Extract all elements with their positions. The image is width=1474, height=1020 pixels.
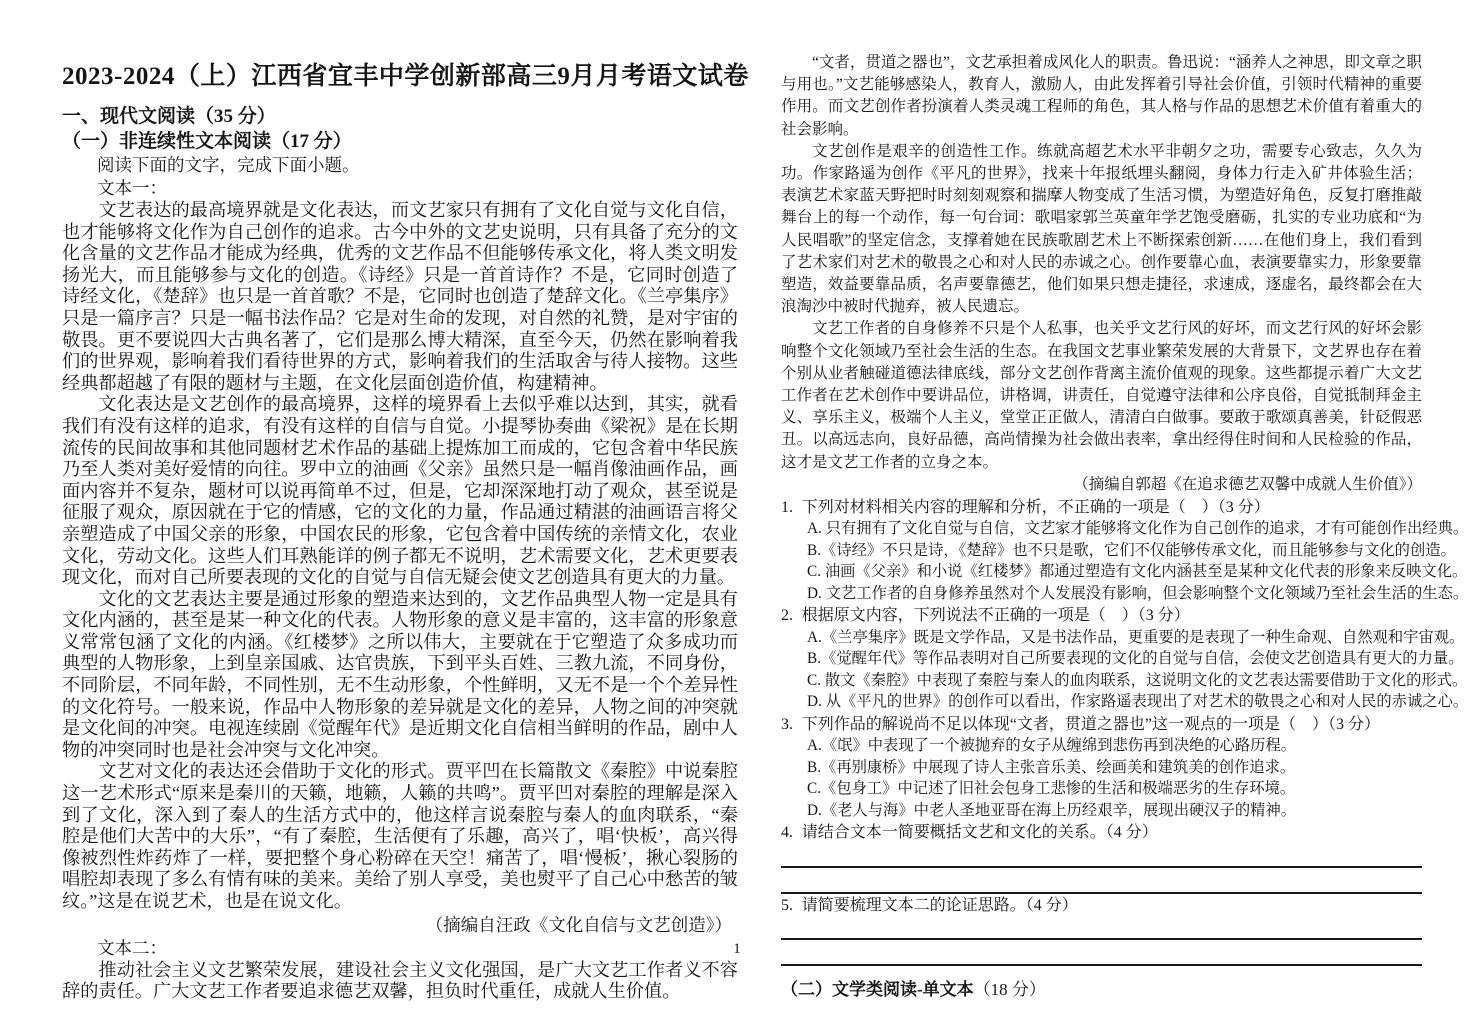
answer-line [781,870,1422,894]
subsection-heading-noncontinuous-text: （一）非连续性文本阅读（17 分） [62,131,352,152]
question-3-number: 3. [781,715,793,733]
question-3 [781,714,1422,822]
text2-paragraph-4: 文艺工作者的自身修养不只是个人私事，也关乎文艺行风的好坏，而文艺行风的好坏会影响整个文化领域乃至社会生活的生态。在我国文艺事业繁荣发展的大背景下，文艺界也存在着个别从业者触碰道德法律底线，部分文艺创作背离主流价值观的现象。这些都提示着广大文艺工作者在艺术创作中要讲品位，讲格调，讲责任，自觉遵守法律和公序良俗，自觉抵制拜金主义、享乐主义，极端个人主义，堂堂正正做人，清清白白做事。要敢于歌颂真善美，针砭假恶丑。以高远志向，良好品德，高尚情操为社会做出表率，拿出经得住时间和人民检验的作品，这才是文艺工作者的立身之本。 [781,320,1422,471]
question-2-option-b: B.《觉醒年代》等作品表明对自己所要表现的文化的自觉与自信，会使文艺创造具有更大的力量。 [807,650,1464,668]
question-2-option-a: A.《兰亭集序》既是文学作品，又是书法作品，更重要的是表现了一种生命观、自然观和宇宙观。 [807,628,1465,646]
question-2-stem [781,605,1422,627]
question-1 [781,497,1469,605]
question-1-text: 下列对材料相关内容的理解和分析，不正确的一项是（ ）（3 分） [801,498,1270,516]
text2-paragraph: 推动社会主义文艺繁荣发展，建设社会主义文化强国，是广大文艺工作者义不容辞的责任。广大文艺工作者要追求德艺双馨，担负时代重任，成就人生价值。 [62,959,738,1002]
question-1-option-d: D. 文艺工作者的自身修养虽然对个人发展没有影响，但会影响整个文化领域乃至社会生活的生态。 [807,584,1469,602]
text1-paragraph-1: 文艺表达的最高境界就是文化表达，而文艺家只有拥有了文化自觉与文化自信，也才能够将文化作为自己创作的追求。古今中外的文艺史说明，只有具备了充分的文化含量的文艺作品才能成为经典，优秀的文艺作品不但能够传承文化，将人类文明发扬光大，而且能够参与文化的创造。《诗经》只是一首首诗作？不是，它同时创造了诗经文化，《楚辞》也只是一首首歌？不是，它同时也创造了楚辞文化。《兰亭集序》只是一篇序言？只是一幅书法作品？它是对生命的发现，对自然的礼赞，是对宇宙的敬畏。更不要说四大古典名著了，它们是那么博大精深，直至今天，仍然在影响着我们的世界观，影响着我们看待世界的方式，影响着我们的生活取舍与待人接物。这些经典都超越了有限的题材与主题，在文化层面创造价值，构建精神。 [62,200,738,393]
section-heading-modern-reading: 一、现代文阅读（35 分） [62,106,276,127]
exam-title: 2023-2024（上）江西省宜丰中学创新部高三9月月考语文试卷 [62,63,749,90]
subsection2-label: （二）文学类阅读-单文本 [781,980,974,1000]
left-column [62,56,749,1003]
question-1-option-c: C. 油画《父亲》和小说《红楼梦》都通过塑造有文化内涵甚至是某种文化代表的形象来反映文化。 [807,563,1468,581]
right-column [781,52,1469,1002]
question-3-option-a: A.《氓》中表现了一个被抛弃的女子从缠绵到悲伤再到决绝的心路历程。 [807,737,1297,755]
text2-label: 文本二： [97,937,167,958]
question-5-number: 5. [781,896,793,914]
question-3-option-c: C.《包身工》中记述了旧社会包身工悲惨的生活和极端恶劣的生存环境。 [807,780,1296,798]
text1-label: 文本一： [97,178,167,198]
question-1-stem [781,497,1422,519]
text2-paragraph-2: “文者，贯道之器也”，文艺承担着成风化人的职责。鲁迅说：“涵养人之神思，即文章之职与用也。”文艺能够感染人，教育人，激励人，由此发挥着引导社会价值，引领时代精神的重要作用。而文艺创作者扮演着人类灵魂工程师的角色，其人格与作品的思想艺术价值有着重大的社会影响。 [781,54,1422,138]
subsection-heading-literary-reading [781,978,1422,1002]
question-1-option-a: A. 只有拥有了文化自觉与自信，文艺家才能够将文化作为自己创作的追求，才有可能创作出经典。 [807,520,1469,538]
answer-line [781,916,1422,940]
answer-line [781,844,1422,868]
question-3-option-b: B.《再别康桥》中展现了诗人主张音乐美、绘画美和建筑美的创作追求。 [807,758,1296,776]
text1-paragraph-4: 文艺对文化的表达还会借助于文化的形式。贾平凹在长篇散文《秦腔》中说秦腔这一艺术形式“原来是秦川的天籁，地籁，人籁的共鸣”。贾平凹对秦腔的理解是深入到了文化，深入到了秦人的生活方式中的，他这样言说秦腔与秦人的血肉联系，“秦腔是他们大苦中的大乐”，“有了秦腔，生活便有了乐趣，高兴了，唱‘快板’，高兴得像被烈性炸药炸了一样，要把整个身心粉碎在天空！痛苦了，唱‘慢板’，揪心裂肠的唱腔却表现了多么有情有味的美来。美给了别人享受，美也熨平了自己心中愁苦的皱纹。”这是在说艺术，也是在说文化。 [62,761,738,911]
question-5-stem [781,895,1422,917]
question-4-stem [781,822,1422,844]
text1-paragraph-3: 文化的文艺表达主要是通过形象的塑造来达到的，文艺作品典型人物一定是具有文化内涵的，甚至是某一种文化的代表。人物形象的意义是丰富的，这丰富的形象意义常常包涵了文化的内涵。《红楼梦》之所以伟大，主要就在于它塑造了众多成功而典型的人物形象，上到皇亲国戚、达官贵族，下到平头百姓、三教九流，不同身份，不同阶层，不同年龄，不同性别，无不生动形象，个性鲜明，又无不是一个个差异性的文化符号。一般来说，作品中人物形象的差异就是文化的差异，人物之间的冲突就是文化间的冲突。电视连续剧《觉醒年代》是近期文化自信相当鲜明的作品，剧中人物的冲突同时也是社会冲突与文化冲突。 [62,588,738,760]
text2-paragraph-3: 文艺创作是艰辛的创造性工作。练就高超艺术水平非朝夕之功，需要专心致志，久久为功。作家路遥为创作《平凡的世界》，找来十年报纸埋头翻阅，身体力行走入矿井体验生活；表演艺术家蓝天野把时时刻刻观察和揣摩人物变成了生活习惯，为塑造好角色，反复打磨推敲舞台上的每一个动作，每一句台词：歌唱家郭兰英童年学艺饱受磨砺，扎实的专业功底和“为人民唱歌”的坚定信念，支撑着她在民族歌剧艺术上不断探索创新……在他们身上，我们看到了艺术家们对艺术的敬畏之心和对人民的赤诚之心。创作要靠心血，表演要靠实力，形象要靠塑造，效益要靠品质，名声要靠德艺，他们如果只想走捷径，求速成，逐虚名，最终都会在大浪淘沙中被时代抛弃，被人民遗忘。 [781,142,1422,316]
question-4-text: 请结合文本一简要概括文艺和文化的关系。（4 分） [801,824,1158,842]
question-4-number: 4. [781,824,793,842]
page-number: 1 [733,941,741,957]
question-2-option-d: D. 从《平凡的世界》的创作可以看出，作家路遥表现出了对艺术的敬畏之心和对人民的赤诚之心。 [807,693,1469,711]
question-3-stem [781,714,1422,736]
question-2-number: 2. [781,607,793,625]
question-2 [781,605,1469,713]
question-2-option-c: C. 散文《秦腔》中表现了秦腔与秦人的血肉联系，这说明文化的文艺表达需要借助于文化的形式。 [807,671,1468,689]
text1-source-attribution: （摘编自汪政《文化自信与文艺创造》） [425,914,732,935]
question-4 [781,822,1422,894]
question-1-number: 1. [781,498,793,516]
reading-instruction: 阅读下面的文字，完成下面小题。 [97,155,360,175]
text1-paragraph-2: 文化表达是文艺创作的最高境界，这样的境界看上去似乎难以达到，其实，就看我们有没有这样的追求，有没有这样的自信与自觉。小提琴协奏曲《梁祝》是在长期流传的民间故事和其他同题材艺术作品的基础上提炼加工而成的，它包含着中华民族乃至人类对美好爱情的向往。罗中立的油画《父亲》虽然只是一幅肖像油画作品，画面内容并不复杂，题材可以说再简单不过，但是，它却深深地打动了观众，甚至说是征服了观众，原因就在于它的情感，它的文化的力量，作品通过精湛的油画语言将父亲塑造成了中国父亲的形象，中国农民的形象，它包含着中国传统的亲情文化，农业文化，劳动文化。这些人们耳熟能详的例子都无不说明，艺术需要文化，艺术更要表现文化，而对自己所要表现的文化的自觉与自信无疑会使文艺创造具有更大的力量。 [62,394,738,588]
subsection2-score: （18 分） [973,980,1046,1000]
question-3-text: 下列作品的解说尚不足以体现“文者，贯道之器也”这一观点的一项是（ ）（3 分） [801,715,1381,733]
question-2-text: 根据原文内容，下列说法不正确的一项是（ ）（3 分） [801,607,1190,625]
question-5-text: 请简要梳理文本二的论证思路。（4 分） [801,896,1078,914]
text2-source-attribution: （摘编自郭超《在追求德艺双馨中成就人生价值》） [1073,475,1422,493]
question-3-option-d: D.《老人与海》中老人圣地亚哥在海上历经艰辛，展现出硬汉子的精神。 [807,801,1297,819]
question-1-option-b: B.《诗经》不只是诗，《楚辞》也不只是歌，它们不仅能够传承文化，而且能够参与文化的创造。 [807,541,1456,559]
